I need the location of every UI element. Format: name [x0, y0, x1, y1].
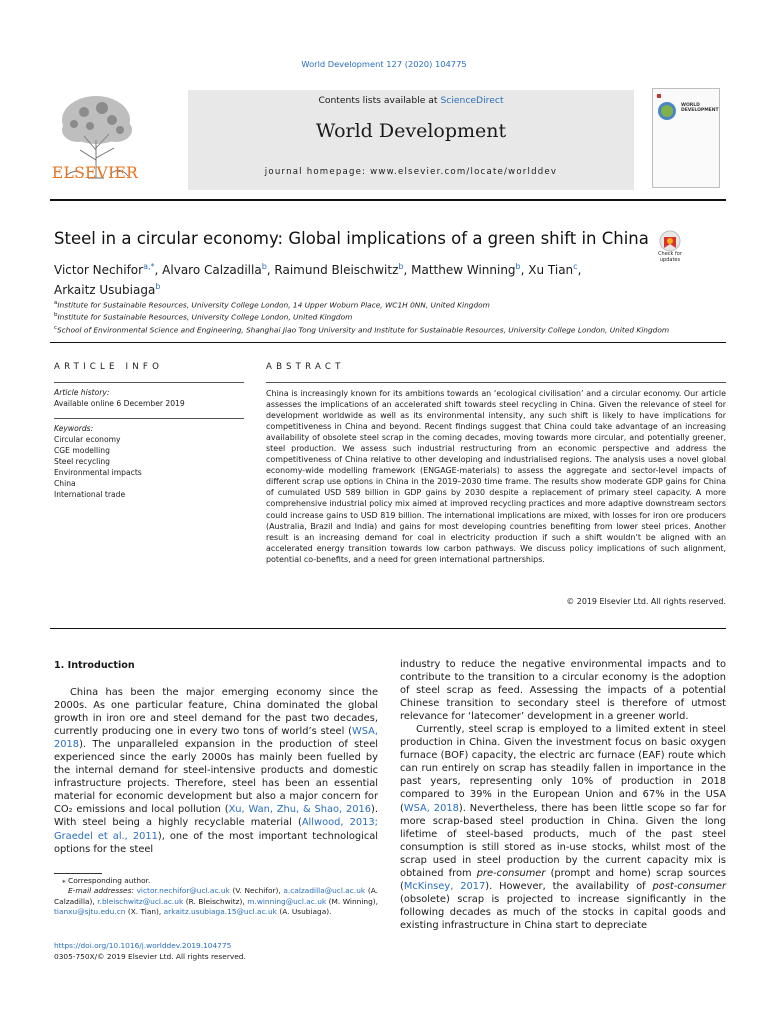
author-name: Matthew Winning [411, 263, 516, 277]
header-divider [50, 342, 726, 343]
affiliation-text: Institute for Sustainable Resources, University College London, United Kingdom [57, 312, 353, 322]
doi-link[interactable]: https://doi.org/10.1016/j.worlddev.2019.104775 [54, 941, 232, 950]
email-link[interactable]: arkaitz.usubiaga.15@ucl.ac.uk [163, 907, 277, 917]
body-text: (obsolete) scrap is projected to increase significantly in the following decades as much of the stocks in capital goods and existing infrastructure in China start to depreciate [400, 893, 726, 931]
body-text: Currently, steel scrap is employed to a limited extent in steel production in China. Given the investment focus on basic oxygen furnace (BOF) capacity, the electric arc furnace (EAF) route which can run entirely on scrap has steadily fallen in importance in the past years, representing only 10% of production in 2018 compared to 39% in the European Union and 67% in the USA ( [400, 724, 726, 814]
emphasis-text: post-consumer [652, 880, 726, 892]
body-text: ). Nevertheless, there has been little scope so far for more scrap-based steel production in China. Given the long lifetime of steel-based products, much of the past steel consumption is still stored as in-use stocks, whilst most of the scrap used in steel production by the current capacity mix is obtained from [400, 802, 726, 879]
body-text: China has been the major emerging economy since the 2000s. As one particular feature, China dominated the global growth in iron ore and steel demand for the past two decades, currently producing one in every two tons of world’s steel ( [54, 687, 378, 738]
journal-homepage[interactable]: journal homepage: www.elsevier.com/locate/worlddev [264, 167, 558, 177]
author-affiliation-mark[interactable]: a,* [143, 262, 155, 271]
issn-line: 0305-750X/© 2019 Elsevier Ltd. All rights reserved. [54, 952, 246, 961]
citation-link[interactable]: Xu, Wan, Zhu, & Shao, 2016 [228, 804, 372, 816]
author-affiliation-mark[interactable]: b [261, 262, 267, 271]
body-text: ). However, the availability of [485, 880, 653, 892]
author-separator: , [154, 263, 163, 277]
history-label: Article history: [54, 388, 110, 397]
journal-citation[interactable] [0, 59, 768, 69]
keyword: CGE modelling [54, 446, 110, 455]
keyword: Steel recycling [54, 457, 110, 466]
citation-link[interactable]: WSA, 2018 [403, 802, 459, 814]
body-paragraph: industry to reduce the negative environmental impacts and to contribute to the transition to a circular economy is the adoption of steel scrap as feed. Assessing the impacts of a potential Chinese transition to secondary steel is therefore of utmost relevance for ‘latecomer’ development in a greener world. [400, 659, 726, 723]
body-paragraph [400, 723, 726, 932]
body-column-left [54, 686, 378, 856]
author-affiliation-mark[interactable]: b [515, 262, 521, 271]
author-separator: , [520, 263, 529, 277]
history-value: Available online 6 December 2019 [54, 399, 185, 408]
keyword: China [54, 479, 76, 488]
author-name: Alvaro Calzadilla [162, 263, 262, 277]
masthead-rule [50, 199, 726, 201]
affiliation-text: School of Environmental Science and Engineering, Shanghai Jiao Tong University and Institute for Sustainable Resources, University College London, United Kingdom [57, 325, 670, 335]
author-name: Victor Nechifor [54, 263, 144, 277]
author-name: Xu Tian [528, 263, 574, 277]
citation-link[interactable]: McKinsey, 2017 [403, 880, 486, 892]
affiliations [54, 298, 724, 335]
citation-link[interactable]: World Development 127 (2020) 104775 [301, 59, 467, 69]
check-for-updates-badge[interactable] [650, 228, 690, 268]
citation-link[interactable]: Allwood, 2013; Graedel et al., 2011 [54, 817, 378, 842]
abstract-heading: ABSTRACT [266, 362, 345, 372]
author-affiliation-mark[interactable]: c [573, 262, 578, 271]
info-rule [54, 418, 244, 419]
author-affiliation-mark[interactable]: b [398, 262, 404, 271]
citation-link[interactable]: WSA, 2018 [54, 726, 378, 751]
email-owner: (V. Nechifor), [232, 886, 281, 896]
email-link[interactable]: r.bleischwitz@ucl.ac.uk [97, 896, 184, 906]
email-link[interactable]: m.winning@ucl.ac.uk [247, 896, 327, 906]
body-text: (prompt and home) scrap sources ( [400, 867, 726, 892]
keywords-label: Keywords: [54, 424, 94, 433]
abstract-rule [266, 382, 726, 383]
abstract-copyright: © 2019 Elsevier Ltd. All rights reserved. [566, 597, 726, 606]
section-heading: 1. Introduction [54, 660, 135, 671]
info-rule [54, 382, 244, 383]
affiliation [54, 323, 724, 335]
affiliation-mark: c [54, 324, 58, 331]
author-name: Arkaitz Usubiaga [54, 282, 156, 297]
email-owner: (A. Calzadilla), [54, 886, 378, 906]
journal-title: World Development [315, 120, 507, 142]
contents-prefix: Contents lists available at [318, 95, 441, 106]
abstract-text: China is increasingly known for its ambitions towards an ‘ecological civilisation’ and a circular economy. Our article assesses the implications of an accelerated shift towards steel recycling in China. Given the relevance of steel for development worldwide as well as its environmental intensity, any such shift is likely to have implications for competitiveness in China and beyond. Recent findings suggest that China could take advantage of an increasing availability of obsolete steel scrap in the coming decades, moving towards more circular, and potentially greener, steel production. We assess such industrial restructuring from an economic perspective and address the competitiveness of China relative to other developing and industrialised regions. The analysis uses a novel global economy-wide modelling framework (ENGAGE-materials) to assess the aggregate and sector-level impacts of different scrap use options in China in the 2019–2030 time frame. The results show moderate GDP gains for China of cumulated USD 589 billion in GDP gains by 2030 despite a replacement of primary steel capacity. A more comprehensive industrial policy mix aimed at improved recycling practices and more adaptive downstream sectors could increase gains to USD 819 billion. The international implications are mixed, with losses for iron ore producers (Australia, Brazil and India) and gains for most developing countries benefiting from lower steel prices. Another result is an increasing demand for coal in electricity production if such a shift wouldn’t be aligned with an accelerated energy transition towards low carbon pathways. We discuss policy implications of such alignment, potential co-benefits, and a need for green international partnerships. [266, 389, 726, 564]
email-owner: (A. Usubiaga). [279, 907, 332, 917]
footnote [54, 876, 378, 918]
email-link[interactable]: tianxu@sjtu.edu.cn [54, 907, 126, 917]
email-owner: (R. Bleischwitz), [185, 896, 245, 906]
email-link[interactable]: victor.nechifor@ucl.ac.uk [136, 886, 230, 896]
body-column-right [400, 658, 726, 932]
author-separator: , [266, 263, 275, 277]
keyword: Circular economy [54, 435, 121, 444]
email-list [54, 886, 378, 917]
affiliation-mark: a [54, 300, 58, 306]
journal-cover-thumbnail [652, 88, 720, 188]
abstract-divider [50, 628, 726, 629]
contents-line [188, 95, 634, 106]
body-text: ). With steel being a highly recyclable material ( [54, 804, 379, 829]
email-label: E-mail addresses: [68, 886, 134, 896]
cover-title: WORLD DEVELOPMENT [681, 103, 719, 113]
body-text: ). The unparalleled expansion in the production of steel experienced since the early 2000s has mainly been fuelled by the internal demand for steel-intensive products and domestic infrastructure projects. Therefore, steel has been an essential material for economic development but also a major concern for CO₂ emissions and local pollution ( [54, 739, 378, 816]
article-title: Steel in a circular economy: Global implications of a green shift in China [54, 229, 649, 248]
email-owner: (M. Winning), [328, 896, 378, 906]
email-owner: (X. Tian), [127, 907, 162, 917]
keyword: International trade [54, 490, 126, 499]
body-text: ), one of the most important technological options for the steel [54, 830, 379, 855]
author-list [54, 259, 654, 298]
article-info-heading: ARTICLE INFO [54, 362, 164, 372]
corresponding-author-note: ⁎ Corresponding author. [62, 876, 151, 885]
affiliation-mark: b [54, 312, 58, 319]
keyword: Environmental impacts [54, 468, 142, 477]
affiliation [54, 298, 724, 310]
author-separator: , [577, 263, 582, 277]
check-for-updates-label: Check for updates [658, 251, 682, 263]
author-affiliation-mark[interactable]: b [155, 281, 161, 291]
emphasis-text: pre-consumer [476, 867, 546, 879]
keyword-list [54, 434, 142, 500]
elsevier-wordmark: ELSEVIER [51, 164, 139, 182]
author-separator: , [403, 263, 412, 277]
sciencedirect-link[interactable]: ScienceDirect [440, 95, 504, 106]
affiliation-text: Institute for Sustainable Resources, University College London, 14 Upper Woburn Place, WC1H 0NN, United Kingdom [57, 300, 490, 310]
affiliation [54, 310, 724, 322]
footnote-rule [54, 873, 102, 874]
author-name: Raimund Bleischwitz [274, 263, 399, 277]
email-link[interactable]: a.calzadilla@ucl.ac.uk [283, 886, 366, 896]
